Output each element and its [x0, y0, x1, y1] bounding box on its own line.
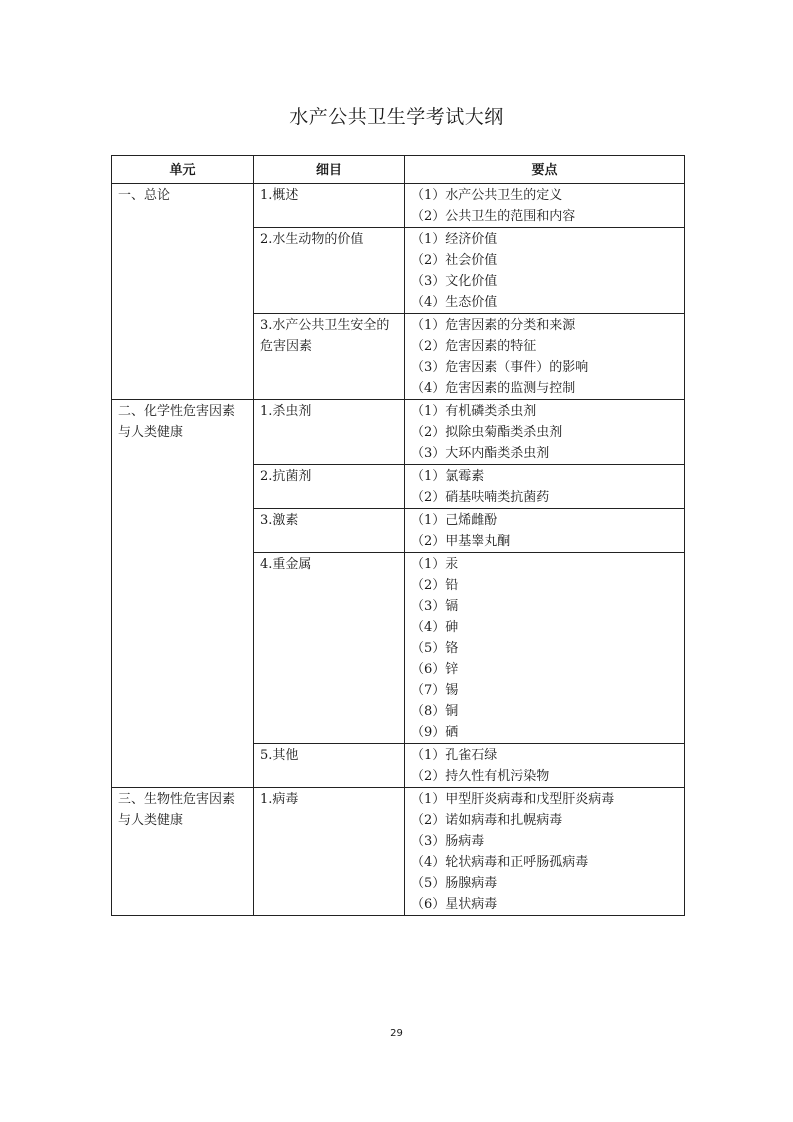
point-item: （4）砷: [411, 620, 459, 635]
item-cell: 2.抗菌剂: [254, 465, 405, 509]
header-unit: 单元: [112, 156, 254, 184]
point-item: （3）大环内酯类杀虫剂: [411, 446, 550, 461]
point-item: （4）生态价值: [411, 295, 498, 310]
page-number: 29: [390, 1028, 403, 1039]
point-item: （1）甲型肝炎病毒和戊型肝炎病毒: [411, 792, 615, 807]
table-body: [112, 184, 685, 916]
points-cell: [405, 553, 685, 744]
point-item: （1）氯霉素: [411, 469, 485, 484]
point-item: （9）硒: [411, 725, 459, 740]
point-item: （7）锡: [411, 683, 459, 698]
point-item: （5）铬: [411, 641, 459, 656]
table-row: [112, 788, 685, 916]
points-cell: [405, 509, 685, 553]
point-item: （4）危害因素的监测与控制: [411, 381, 576, 396]
point-item: （2）拟除虫菊酯类杀虫剂: [411, 425, 563, 440]
point-item: （4）轮状病毒和正呼肠孤病毒: [411, 855, 589, 870]
syllabus-table: [111, 155, 685, 916]
item-cell: 1.杀虫剂: [254, 400, 405, 465]
points-cell: [405, 744, 685, 788]
point-item: （2）诺如病毒和扎幌病毒: [411, 813, 563, 828]
item-cell: 5.其他: [254, 744, 405, 788]
point-item: （1）危害因素的分类和来源: [411, 318, 576, 333]
point-item: （6）星状病毒: [411, 897, 498, 912]
table-header-row: [112, 156, 685, 184]
points-cell: [405, 228, 685, 314]
point-item: （3）镉: [411, 599, 459, 614]
item-cell: 1.病毒: [254, 788, 405, 916]
point-item: （1）经济价值: [411, 232, 498, 247]
page-title: 水产公共卫生学考试大纲: [289, 106, 504, 128]
point-item: （2）铅: [411, 578, 459, 593]
points-cell: [405, 400, 685, 465]
point-item: （2）硝基呋喃类抗菌药: [411, 490, 550, 505]
header-item: 细目: [254, 156, 405, 184]
table-row: [112, 400, 685, 465]
point-item: （3）文化价值: [411, 274, 498, 289]
unit-cell: 一、总论: [112, 184, 254, 400]
points-cell: [405, 465, 685, 509]
point-item: （2）公共卫生的范围和内容: [411, 209, 576, 224]
points-cell: [405, 184, 685, 228]
item-cell: 1.概述: [254, 184, 405, 228]
unit-cell: 三、生物性危害因素与人类健康: [112, 788, 254, 916]
point-item: （1）汞: [411, 557, 459, 572]
points-cell: [405, 314, 685, 400]
point-item: （2）甲基睾丸酮: [411, 534, 511, 549]
point-item: （8）铜: [411, 704, 459, 719]
point-item: （3）危害因素（事件）的影响: [411, 360, 589, 375]
point-item: （5）肠腺病毒: [411, 876, 498, 891]
item-cell: 4.重金属: [254, 553, 405, 744]
point-item: （6）锌: [411, 662, 459, 677]
point-item: （1）有机磷类杀虫剂: [411, 404, 537, 419]
point-item: （2）危害因素的特征: [411, 339, 537, 354]
table-row: [112, 184, 685, 228]
item-cell: 2.水生动物的价值: [254, 228, 405, 314]
header-points: 要点: [405, 156, 685, 184]
point-item: （2）持久性有机污染物: [411, 769, 550, 784]
point-item: （1）孔雀石绿: [411, 748, 498, 763]
point-item: （2）社会价值: [411, 253, 498, 268]
item-cell: 3.激素: [254, 509, 405, 553]
point-item: （3）肠病毒: [411, 834, 485, 849]
points-cell: [405, 788, 685, 916]
point-item: （1）己烯雌酚: [411, 513, 498, 528]
unit-cell: 二、化学性危害因素与人类健康: [112, 400, 254, 788]
item-cell: 3.水产公共卫生安全的危害因素: [254, 314, 405, 400]
point-item: （1）水产公共卫生的定义: [411, 188, 563, 203]
